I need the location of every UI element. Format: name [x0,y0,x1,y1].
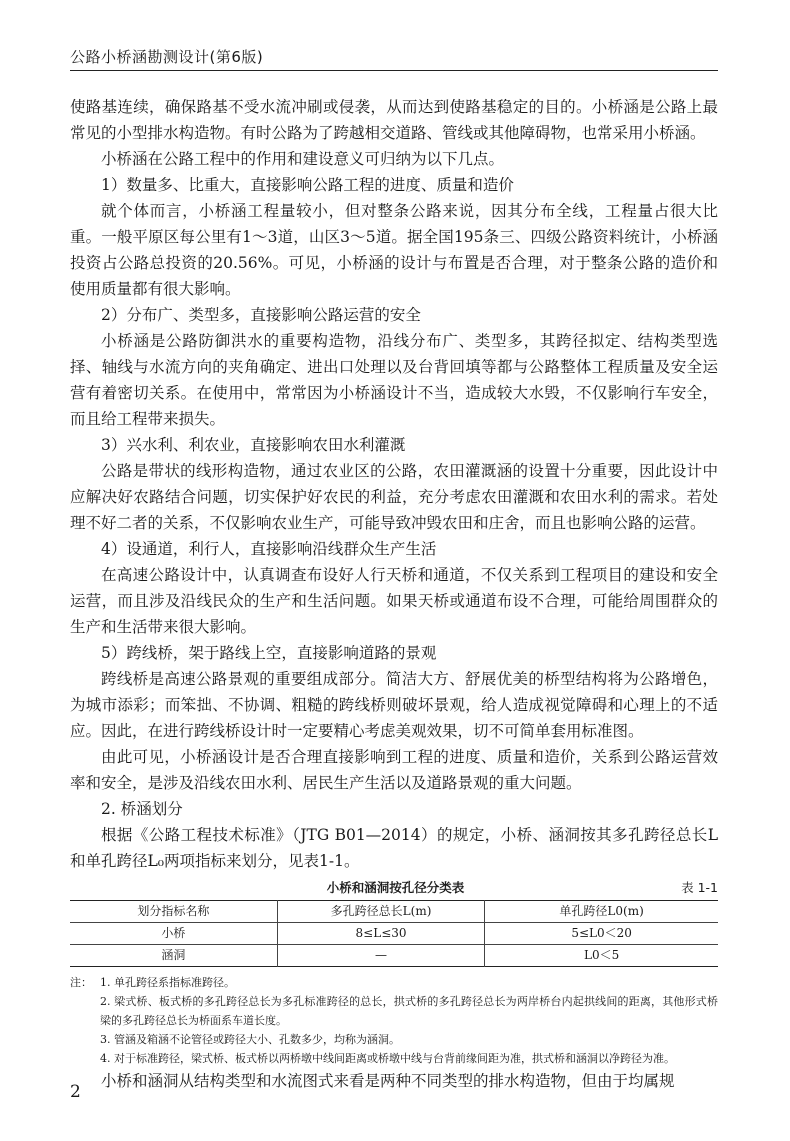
note-text: 2. 梁式桥、板式桥的多孔跨径总长为多孔标准跨径的总长，拱式桥的多孔跨径总长为两岸桥台内起拱线间的距离，其他形式桥梁的多孔跨径总长为桥面系车道长度。 [100,995,718,1027]
paragraph: 根据《公路工程技术标准》（JTG B01—2014）的规定，小桥、涵洞按其多孔跨径总长L和单孔跨径L₀两项指标来划分，见表1-1。 [70,826,718,870]
paragraph: 公路是带状的线形构造物，通过农业区的公路，农田灌溉涵的设置十分重要，因此设计中应解决好农路结合问题，切实保护好农民的利益，充分考虑农田灌溉和农田水利的需求。若处理不好二者的关系，不仅影响农业生产，可能导致冲毁农田和庄舍，而且也影响公路的运营。 [70,462,718,532]
table-note [70,992,718,1030]
header-rule [70,70,718,71]
paragraph: 小桥涵在公路工程中的作用和建设意义可归纳为以下几点。 [101,150,505,168]
table-row [70,923,718,945]
paragraph: 使路基连续，确保路基不受水流冲刷或侵袭，从而达到使路基稳定的目的。小桥涵是公路上最常见的小型排水构造物。有时公路为了跨越相交道路、管线或其他障碍物，也常采用小桥涵。 [70,98,718,142]
table-cell: 涵洞 [161,948,186,962]
note-text: 3. 管涵及箱涵不论管径或跨径大小、孔数多少，均称为涵洞。 [100,1033,400,1046]
table-header-cell: 划分指标名称 [137,904,210,918]
paragraph: 跨线桥是高速公路景观的重要组成部分。简洁大方、舒展优美的桥型结构将为公路增色，为城市添彩；而笨拙、不协调、粗糙的跨线桥则破坏景观，给人造成视觉障碍和心理上的不适应。因此，在进行跨线桥设计时一定要精心考虑美观效果，切不可简单套用标准图。 [70,670,718,740]
section-heading: 3）兴水利、利农业，直接影响农田水利灌溉 [101,436,406,454]
table-cell: 小桥 [161,926,186,940]
table-cell: — [277,945,484,967]
paragraph: 小桥和涵洞从结构类型和水流图式来看是两种不同类型的排水构造物，但由于均属规 [101,1072,675,1090]
section-heading: 1）数量多、比重大，直接影响公路工程的进度、质量和造价 [101,176,514,194]
note-lead [70,1030,100,1049]
note-lead: 注： [70,976,92,989]
table-cell: L0＜5 [485,945,718,967]
table-caption [70,878,718,898]
note-lead [70,1049,100,1068]
table-header-cell: 单孔跨径L0(m) [485,901,718,923]
table-title: 小桥和涵洞按孔径分类表 [326,880,465,895]
note-text: 1. 单孔跨径系指标准跨径。 [100,976,235,989]
table-number: 表 1-1 [681,880,718,895]
page-body [70,94,718,1094]
table-row [70,945,718,967]
paragraph: 小桥涵是公路防御洪水的重要构造物，沿线分布广、类型多，其跨径拟定、结构类型选择、轴线与水流方向的夹角确定、进出口处理以及台背回填等都与公路整体工程质量及安全运营有着密切关系。在使用中，常常因为小桥涵设计不当，造成较大水毁，不仅影响行车安全，而且给工程带来损失。 [70,332,718,428]
section-heading: 5）跨线桥，架于路线上空，直接影响道路的景观 [101,644,437,662]
table-notes [70,973,718,1068]
page-number: 2 [70,1082,81,1102]
table-cell: 5≤L0＜20 [485,923,718,945]
note-lead [70,992,100,1030]
table-note [70,1030,718,1049]
paragraph: 就个体而言，小桥涵工程量较小，但对整条公路来说，因其分布全线，工程量占很大比重。一般平原区每公里有1～3道，山区3～5道。据全国195条三、四级公路资料统计，小桥涵投资占公路总投资的20.56%。可见，小桥涵的设计与布置是否合理，对于整条公路的造价和使用质量都有很大影响。 [70,202,718,298]
table-cell: 8≤L≤30 [277,923,484,945]
section-heading: 2. 桥涵划分 [101,800,183,818]
paragraph: 在高速公路设计中，认真调查布设好人行天桥和通道，不仅关系到工程项目的建设和安全运营，而且涉及沿线民众的生产和生活问题。如果天桥或通道布设不合理，可能给周围群众的生产和生活带来很大影响。 [70,566,718,636]
classification-table [70,900,718,967]
table-note [70,973,718,992]
section-heading: 2）分布广、类型多，直接影响公路运营的安全 [101,306,421,324]
running-head: 公路小桥涵勘测设计(第6版) [70,48,264,66]
note-text: 4. 对于标准跨径，梁式桥、板式桥以两桥墩中线间距离或桥墩中线与台背前缘间距为准，拱式桥和涵洞以净跨径为准。 [100,1052,675,1065]
table-note [70,1049,718,1068]
table-header-row [70,901,718,923]
section-heading: 4）设通道，利行人，直接影响沿线群众生产生活 [101,540,437,558]
table-header-cell: 多孔跨径总长L(m) [277,901,484,923]
paragraph: 由此可见，小桥涵设计是否合理直接影响到工程的进度、质量和造价，关系到公路运营效率和安全，是涉及沿线农田水利、居民生产生活以及道路景观的重大问题。 [70,748,718,792]
